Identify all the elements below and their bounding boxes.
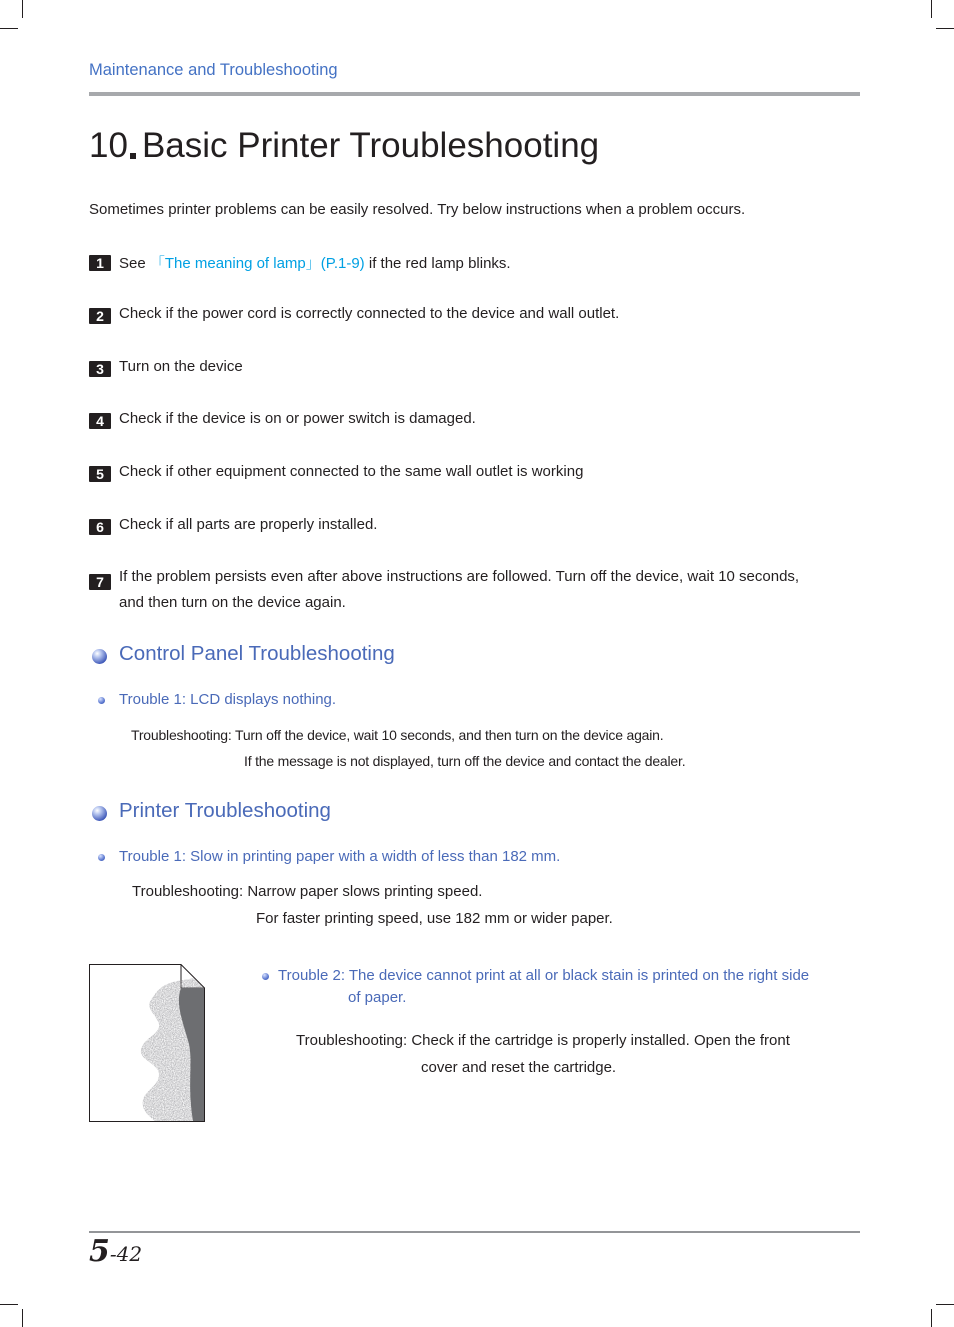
printer-section-title: Printer Troubleshooting	[119, 799, 331, 822]
crop-mark	[0, 1304, 18, 1305]
section-bullet-icon	[92, 649, 107, 664]
step-7-line2: and then turn on the device again.	[119, 594, 346, 611]
chapter-number: 5	[89, 1234, 110, 1269]
printer-trouble-1-line1: Troubleshooting: Narrow paper slows printing speed.	[132, 883, 483, 900]
step-number-badge: 7	[89, 574, 111, 590]
crop-mark	[22, 1309, 23, 1327]
crop-mark	[936, 1304, 954, 1305]
stained-paper-illustration	[89, 964, 205, 1122]
control-trouble-1-title: Trouble 1: LCD displays nothing.	[119, 691, 337, 708]
step-2-text: Check if the power cord is correctly connected to the device and wall outlet.	[119, 305, 620, 322]
title-number: 10	[89, 126, 128, 165]
crop-mark	[22, 0, 23, 18]
title-dot	[130, 153, 136, 159]
step-number-badge: 3	[89, 361, 111, 377]
step-1-pre: See	[119, 255, 150, 272]
printer-trouble-1-line2: For faster printing speed, use 182 mm or wider paper.	[256, 910, 613, 927]
crop-mark	[931, 1309, 932, 1327]
printer-trouble-2-title-line2: of paper.	[348, 989, 407, 1006]
step-1-post: if the red lamp blinks.	[364, 255, 511, 272]
footer-rule	[89, 1231, 860, 1233]
bullet-icon	[98, 854, 105, 861]
step-number-badge: 2	[89, 308, 111, 324]
bullet-icon	[262, 973, 269, 980]
printer-trouble-2-line2: cover and reset the cartridge.	[421, 1059, 617, 1076]
step-number-badge: 5	[89, 466, 111, 482]
page-title	[89, 126, 599, 166]
control-trouble-1-line2: If the message is not displayed, turn off the device and contact the dealer.	[244, 753, 686, 769]
printer-trouble-2-line1: Troubleshooting: Check if the cartridge is properly installed. Open the front	[296, 1032, 790, 1049]
step-number-badge: 1	[89, 255, 111, 271]
intro-paragraph: Sometimes printer problems can be easily resolved. Try below instructions when a problem occurs.	[89, 201, 746, 218]
page-number	[89, 1234, 142, 1269]
printer-trouble-1-title: Trouble 1: Slow in printing paper with a width of less than 182 mm.	[119, 848, 561, 865]
control-panel-section-title: Control Panel Troubleshooting	[119, 642, 395, 665]
step-7-line1: If the problem persists even after above instructions are followed. Turn off the device, wait 10 seconds,	[119, 568, 800, 585]
step-1-text	[119, 252, 511, 273]
step-4-text: Check if the device is on or power switch is damaged.	[119, 410, 476, 427]
printer-trouble-2-title-line1: Trouble 2: The device cannot print at all or black stain is printed on the right side	[278, 967, 810, 984]
control-trouble-1-line1: Troubleshooting: Turn off the device, wait 10 seconds, and then turn on the device again.	[131, 727, 664, 743]
header-rule	[89, 92, 860, 96]
bullet-icon	[98, 697, 105, 704]
lamp-meaning-link[interactable]: 「The meaning of lamp」(P.1-9)	[149, 255, 365, 272]
crop-mark	[931, 0, 932, 18]
step-3-text: Turn on the device	[119, 358, 243, 375]
running-header: Maintenance and Troubleshooting	[89, 61, 338, 79]
step-5-text: Check if other equipment connected to the same wall outlet is working	[119, 463, 584, 480]
page-index: -42	[109, 1242, 143, 1266]
section-bullet-icon	[92, 806, 107, 821]
step-number-badge: 4	[89, 413, 111, 429]
crop-mark	[0, 28, 18, 29]
step-6-text: Check if all parts are properly installed.	[119, 516, 378, 533]
step-number-badge: 6	[89, 519, 111, 535]
title-text: Basic Printer Troubleshooting	[141, 126, 600, 165]
crop-mark	[936, 28, 954, 29]
